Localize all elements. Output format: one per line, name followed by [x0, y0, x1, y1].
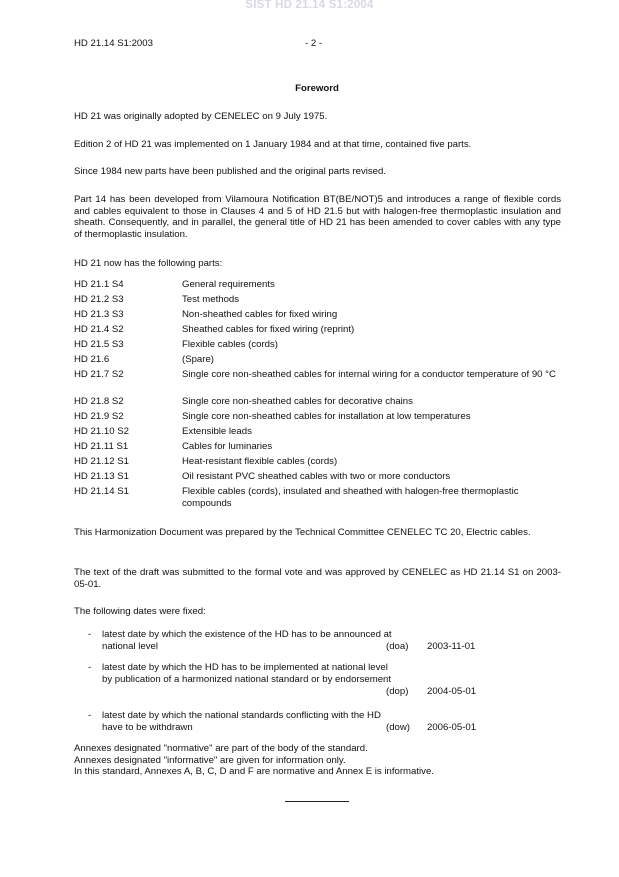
part-description: Test methods	[182, 294, 240, 305]
part-description: Extensible leads	[182, 426, 252, 437]
date-item-dow	[88, 710, 508, 734]
date-value: 2004-05-01	[427, 686, 477, 697]
part-description: Heat-resistant flexible cables (cords)	[182, 456, 338, 467]
parts-row	[74, 471, 561, 486]
part-code: HD 21.9 S2	[74, 411, 124, 422]
parts-row	[74, 369, 561, 396]
part-code: HD 21.8 S2	[74, 396, 124, 407]
part-code: HD 21.11 S1	[74, 441, 129, 452]
part-code: HD 21.4 S2	[74, 324, 124, 335]
part-code: HD 21.2 S3	[74, 294, 124, 305]
part-description: Flexible cables (cords)	[182, 339, 278, 350]
paragraph-edition: Edition 2 of HD 21 was implemented on 1 January 1984 and at that time, contained five parts.	[74, 139, 472, 150]
part-description: Oil resistant PVC sheathed cables with two or more conductors	[182, 471, 451, 482]
part-description: Cables for luminaries	[182, 441, 273, 452]
paragraph-committee: This Harmonization Document was prepared by the Technical Committee CENELEC TC 20, Electric cables.	[74, 527, 531, 538]
part-description: Single core non-sheathed cables for installation at low temperatures	[182, 411, 471, 422]
part-description: (Spare)	[182, 354, 214, 365]
parts-row	[74, 279, 561, 294]
page-number: - 2 -	[305, 38, 323, 49]
foreword-title: Foreword	[295, 83, 339, 94]
part-code: HD 21.5 S3	[74, 339, 124, 350]
date-code: (dop)	[386, 686, 409, 697]
paragraph-adoption: HD 21 was originally adopted by CENELEC on 9 July 1975.	[74, 111, 328, 122]
parts-row	[74, 441, 561, 456]
parts-row	[74, 486, 561, 513]
paragraph-vote: The text of the draft was submitted to the formal vote and was approved by CENELEC as HD 21.14 S1 on 2003-05-01.	[74, 567, 561, 590]
date-item-doa	[88, 629, 508, 653]
annex-standard-line: In this standard, Annexes A, B, C, D and F are normative and Annex E is informative.	[74, 766, 434, 778]
parts-row	[74, 324, 561, 339]
paragraph-parts-intro: HD 21 now has the following parts:	[74, 258, 223, 269]
date-code: (doa)	[386, 641, 409, 652]
bullet-dash: -	[88, 629, 92, 640]
part-code: HD 21.12 S1	[74, 456, 129, 467]
annex-normative-line: Annexes designated "normative" are part of the body of the standard.	[74, 743, 368, 754]
paragraph-revisions: Since 1984 new parts have been published and the original parts revised.	[74, 166, 387, 177]
bullet-dash: -	[88, 710, 92, 721]
date-item-dop	[88, 662, 508, 698]
end-rule	[285, 801, 349, 802]
date-description: latest date by which the national standards conflicting with the HD have to be withdrawn	[102, 710, 381, 733]
part-code: HD 21.14 S1	[74, 486, 129, 497]
part-description: Single core non-sheathed cables for internal wiring for a conductor temperature of 90 °C	[182, 369, 556, 380]
date-value: 2003-11-01	[427, 641, 476, 652]
date-description: latest date by which the existence of the HD has to be announced at national level	[102, 629, 392, 652]
part-code: HD 21.6	[74, 354, 110, 365]
part-description: Non-sheathed cables for fixed wiring	[182, 309, 338, 320]
part-description: Flexible cables (cords), insulated and sheathed with halogen-free thermoplastic compounds	[182, 486, 519, 509]
parts-row	[74, 396, 561, 411]
part-code: HD 21.13 S1	[74, 471, 129, 482]
parts-list	[74, 279, 561, 513]
part-code: HD 21.10 S2	[74, 426, 129, 437]
parts-row	[74, 339, 561, 354]
document-id: HD 21.14 S1:2003	[74, 38, 153, 49]
paragraph-dates-intro: The following dates were fixed:	[74, 606, 206, 617]
annex-informative-line: Annexes designated "informative" are given for information only.	[74, 754, 346, 766]
part-description: Single core non-sheathed cables for decorative chains	[182, 396, 413, 407]
part-code: HD 21.7 S2	[74, 369, 124, 380]
date-code: (dow)	[386, 722, 410, 733]
parts-row	[74, 456, 561, 471]
annex-notes	[74, 743, 574, 778]
parts-row	[74, 426, 561, 441]
date-value: 2006-05-01	[427, 722, 477, 733]
paragraph-part14: Part 14 has been developed from Vilamoura Notification BT(BE/NOT)5 and introduces a range of flexible cords and cables equivalent to those in Clauses 4 and 5 of HD 21.5 but with halogen-free thermoplastic insulation and sheath. Consequently, and in parallel, the general title of HD 21 has been amended to cover cables with any type of thermoplastic insulation.	[74, 194, 561, 240]
watermark: SIST HD 21.14 S1:2004	[245, 0, 374, 11]
parts-row	[74, 294, 561, 309]
part-code: HD 21.3 S3	[74, 309, 124, 320]
parts-row	[74, 354, 561, 369]
parts-row	[74, 309, 561, 324]
date-description: latest date by which the HD has to be implemented at national level by publication of a harmonized national standard or by endorsement	[102, 662, 392, 685]
bullet-dash: -	[88, 662, 92, 673]
part-description: Sheathed cables for fixed wiring (reprint)	[182, 324, 355, 335]
part-description: General requirements	[182, 279, 275, 290]
parts-row	[74, 411, 561, 426]
part-code: HD 21.1 S4	[74, 279, 124, 290]
